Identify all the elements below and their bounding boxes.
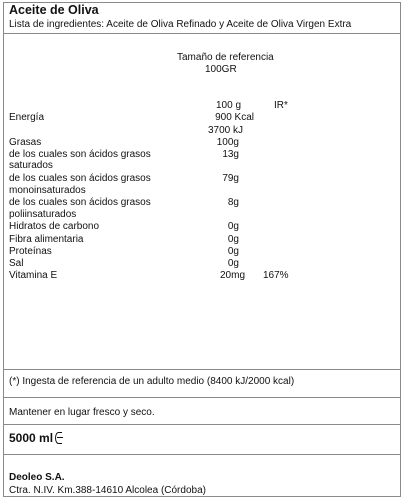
nutrient-label: Sal bbox=[9, 258, 24, 269]
divider bbox=[4, 33, 400, 34]
net-quantity-value: 5000 ml bbox=[9, 431, 54, 445]
nutrient-label: de los cuales son ácidos grasos bbox=[9, 149, 151, 160]
nutrient-value: 0g bbox=[227, 221, 239, 232]
divider bbox=[4, 369, 400, 370]
nutrient-label: Proteínas bbox=[9, 246, 52, 257]
nutrient-value: 13g bbox=[222, 149, 239, 160]
footnote: (*) Ingesta de referencia de un adulto medio (8400 kJ/2000 kcal) bbox=[9, 376, 295, 387]
net-quantity bbox=[9, 432, 62, 444]
nutrient-label-cont: poliinsaturados bbox=[9, 209, 77, 220]
nutrient-label: Fibra alimentaria bbox=[9, 234, 84, 245]
nutrient-label: de los cuales son ácidos grasos bbox=[9, 197, 151, 208]
column-header-per-100g: 100 g bbox=[216, 100, 242, 111]
estimated-e-mark-icon bbox=[55, 432, 62, 444]
product-title: Aceite de Oliva bbox=[9, 3, 99, 17]
ingredients-list: Lista de ingredientes: Aceite de Oliva Refinado y Aceite de Oliva Virgen Extra bbox=[9, 19, 352, 30]
nutrient-label-cont: monoinsaturados bbox=[9, 185, 86, 196]
energy-kcal: 900 Kcal bbox=[215, 112, 254, 123]
divider bbox=[4, 424, 400, 425]
nutrient-value: 8g bbox=[227, 197, 239, 208]
reference-size-label: Tamaño de referencia bbox=[177, 52, 274, 63]
nutrient-label: de los cuales son ácidos grasos bbox=[9, 173, 151, 184]
company-name: Deoleo S.A. bbox=[9, 472, 65, 483]
reference-size-value: 100GR bbox=[205, 64, 237, 75]
column-header-ir: IR* bbox=[274, 100, 288, 111]
nutrient-value: 79g bbox=[222, 173, 239, 184]
nutrient-label: Vitamina E bbox=[9, 270, 58, 281]
nutrient-ir: 167% bbox=[263, 270, 289, 281]
company-address: Ctra. N.IV. Km.388-14610 Alcolea (Córdoba) bbox=[9, 485, 206, 496]
nutrient-value: 0g bbox=[227, 246, 239, 257]
divider bbox=[4, 454, 400, 455]
nutrient-value: 0g bbox=[227, 234, 239, 245]
nutrient-value: 0g bbox=[227, 258, 239, 269]
energy-kj: 3700 kJ bbox=[207, 125, 243, 136]
nutrient-label: Hidratos de carbono bbox=[9, 221, 100, 232]
divider bbox=[4, 397, 400, 398]
nutrient-label: Grasas bbox=[9, 137, 42, 148]
nutrient-label-cont: saturados bbox=[9, 160, 53, 171]
nutrient-value: 100g bbox=[216, 137, 239, 148]
storage-instructions: Mantener en lugar fresco y seco. bbox=[9, 407, 155, 418]
energy-label: Energía bbox=[9, 112, 45, 123]
nutrient-value: 20mg bbox=[219, 270, 245, 281]
